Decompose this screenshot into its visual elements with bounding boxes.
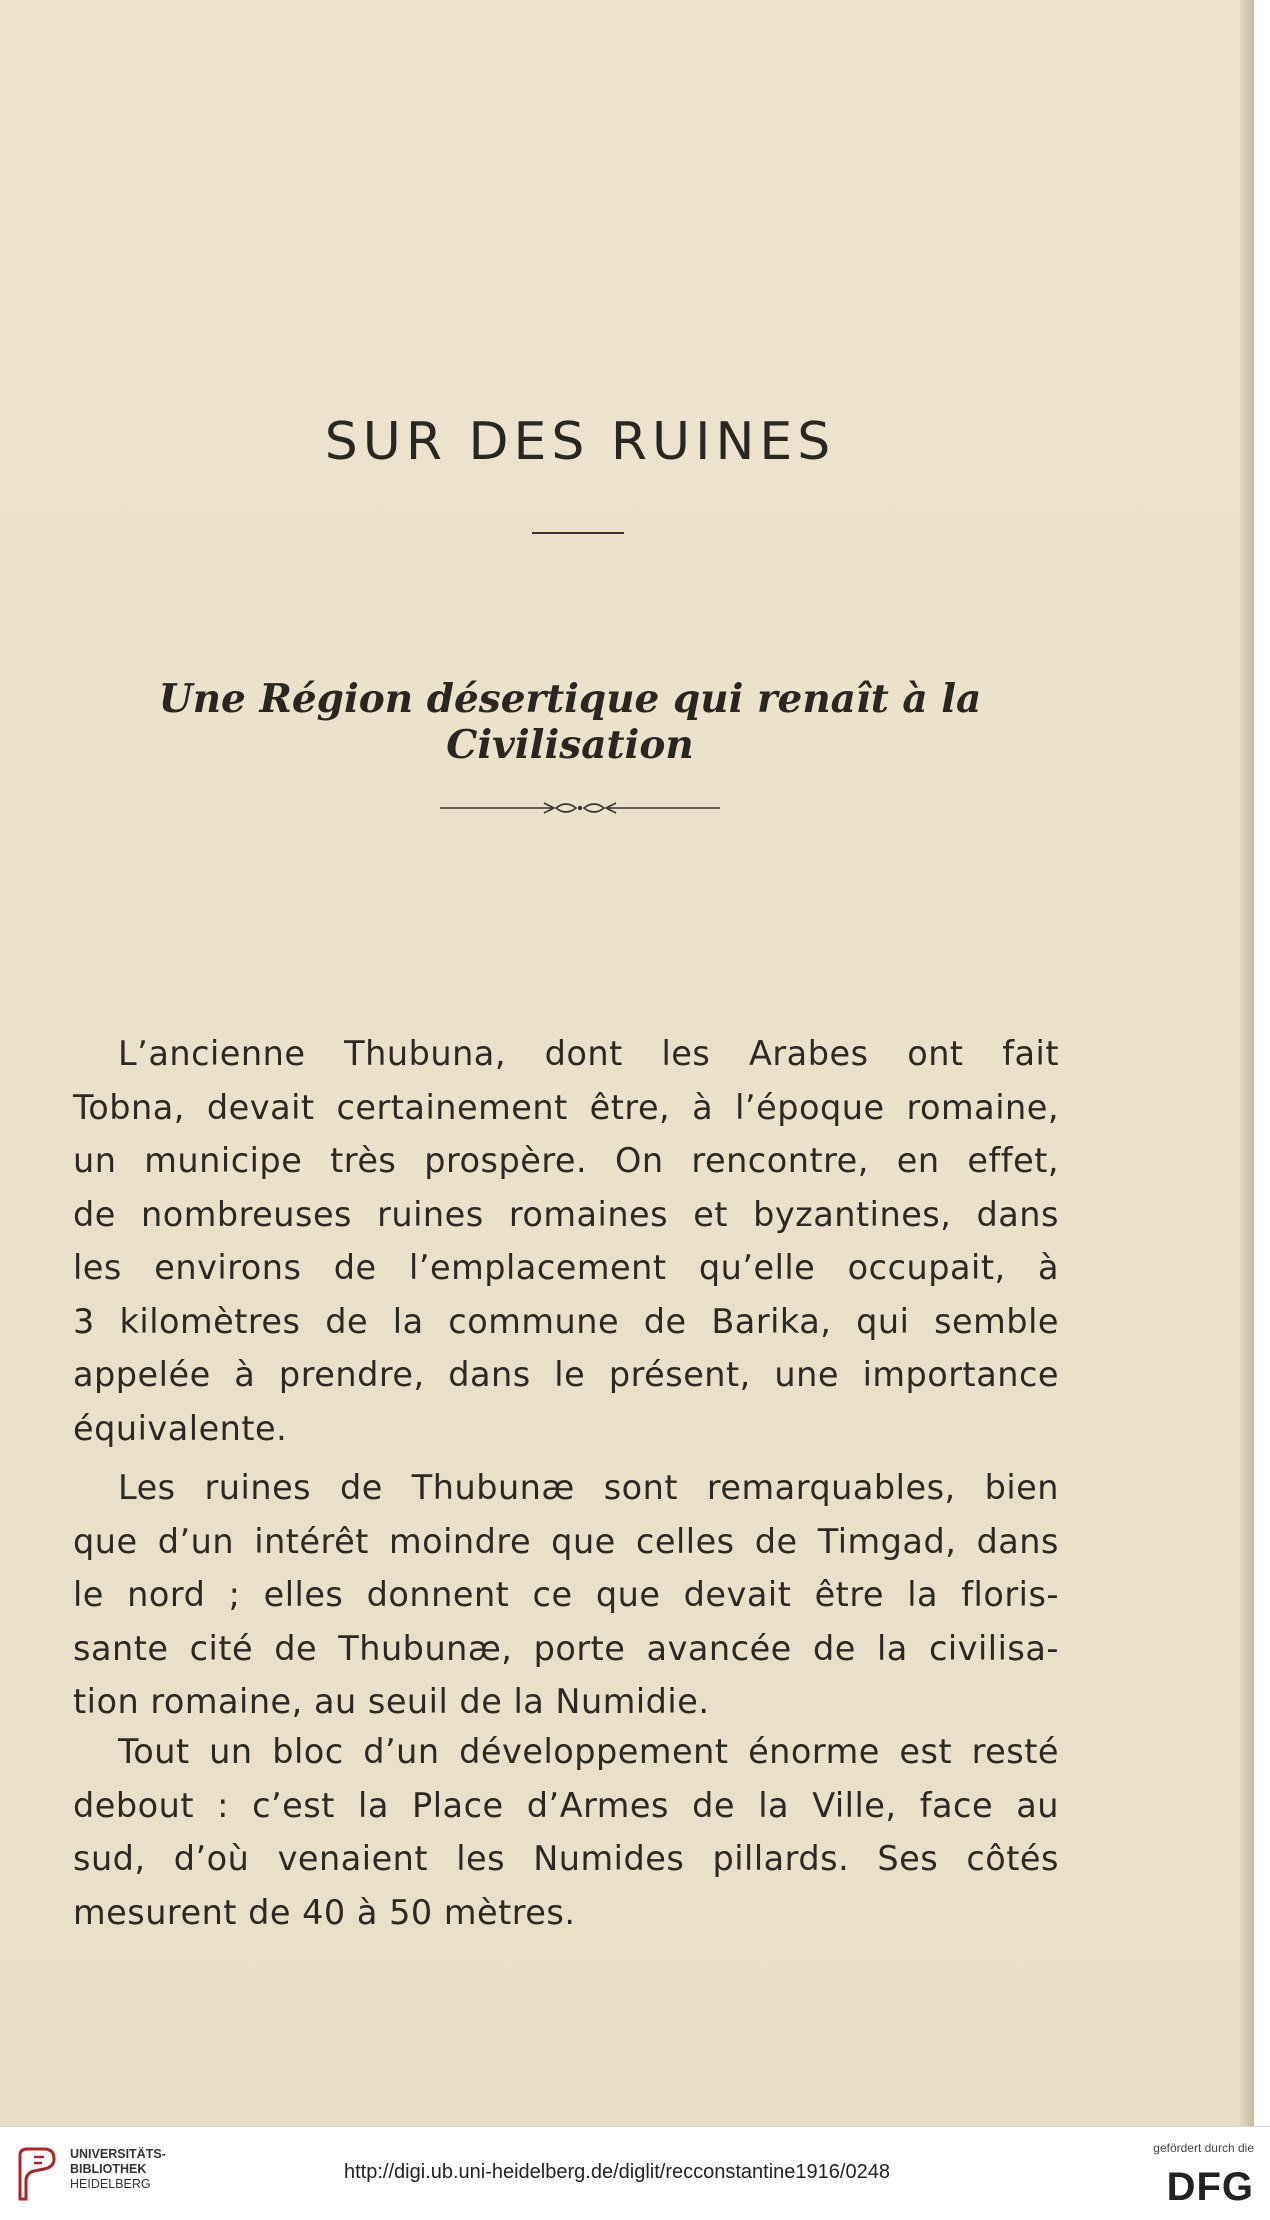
text-line: sud, d’où venaient les Numides pillards. Ses côtés (73, 1839, 1059, 1878)
text-line: un municipe très prospère. On rencontre, en effet, (73, 1141, 1059, 1180)
permalink-url[interactable]: http://digi.ub.uni-heidelberg.de/diglit/recconstantine1916/0248 (344, 2161, 890, 2183)
library-seal-icon (14, 2145, 60, 2203)
library-name-line: HEIDELBERG (70, 2177, 151, 2191)
page-edge (1240, 0, 1254, 2126)
text-line: de nombreuses ruines romaines et byzantines, dans (73, 1194, 1059, 1234)
title-divider (532, 532, 624, 534)
text-line: tion romaine, au seuil de la Numidie. (73, 1682, 710, 1721)
text-line: les environs de l’emplacement qu’elle occupait, à (73, 1248, 1059, 1287)
library-name-line: UNIVERSITÄTS- (70, 2147, 166, 2161)
paragraph-3 (73, 1725, 1059, 1939)
text-line: Les ruines de Thubunæ sont remarquables, bien (118, 1468, 1059, 1507)
text-line: le nord ; elles donnent ce que devait être la floris- (73, 1575, 1059, 1614)
text-line: Tout un bloc d’un développement énorme est resté (118, 1732, 1059, 1771)
paragraph-1 (73, 1027, 1059, 1455)
text-line: équivalente. (73, 1408, 288, 1448)
text-line: mesurent de 40 à 50 mètres. (73, 1892, 576, 1932)
chapter-title: SUR DES RUINES (324, 412, 836, 472)
text-line: debout : c’est la Place d’Armes de la Ville, face au (73, 1785, 1059, 1825)
dfg-logo: DFG (1166, 2165, 1254, 2209)
text-line: appelée à prendre, dans le présent, une importance (73, 1355, 1059, 1394)
footer-bar (0, 2126, 1270, 2220)
chapter-subtitle: Une Région désertique qui renaît à la Civilisation (158, 676, 982, 768)
text-line: que d’un intérêt moindre que celles de Timgad, dans (73, 1521, 1059, 1561)
library-name-line: BIBLIOTHEK (70, 2162, 147, 2176)
text-line: 3 kilomètres de la commune de Barika, qui semble (73, 1301, 1059, 1341)
text-line: sante cité de Thubunæ, porte avancée de la civilisa- (73, 1628, 1059, 1668)
ornament-divider (440, 795, 720, 821)
paragraph-2 (73, 1461, 1059, 1729)
library-name (70, 2147, 166, 2192)
text-line: Tobna, devait certainement être, à l’époque romaine, (73, 1087, 1059, 1127)
text-line: L’ancienne Thubuna, dont les Arabes ont fait (118, 1034, 1059, 1073)
sponsor-label: gefördert durch die (1153, 2141, 1254, 2155)
